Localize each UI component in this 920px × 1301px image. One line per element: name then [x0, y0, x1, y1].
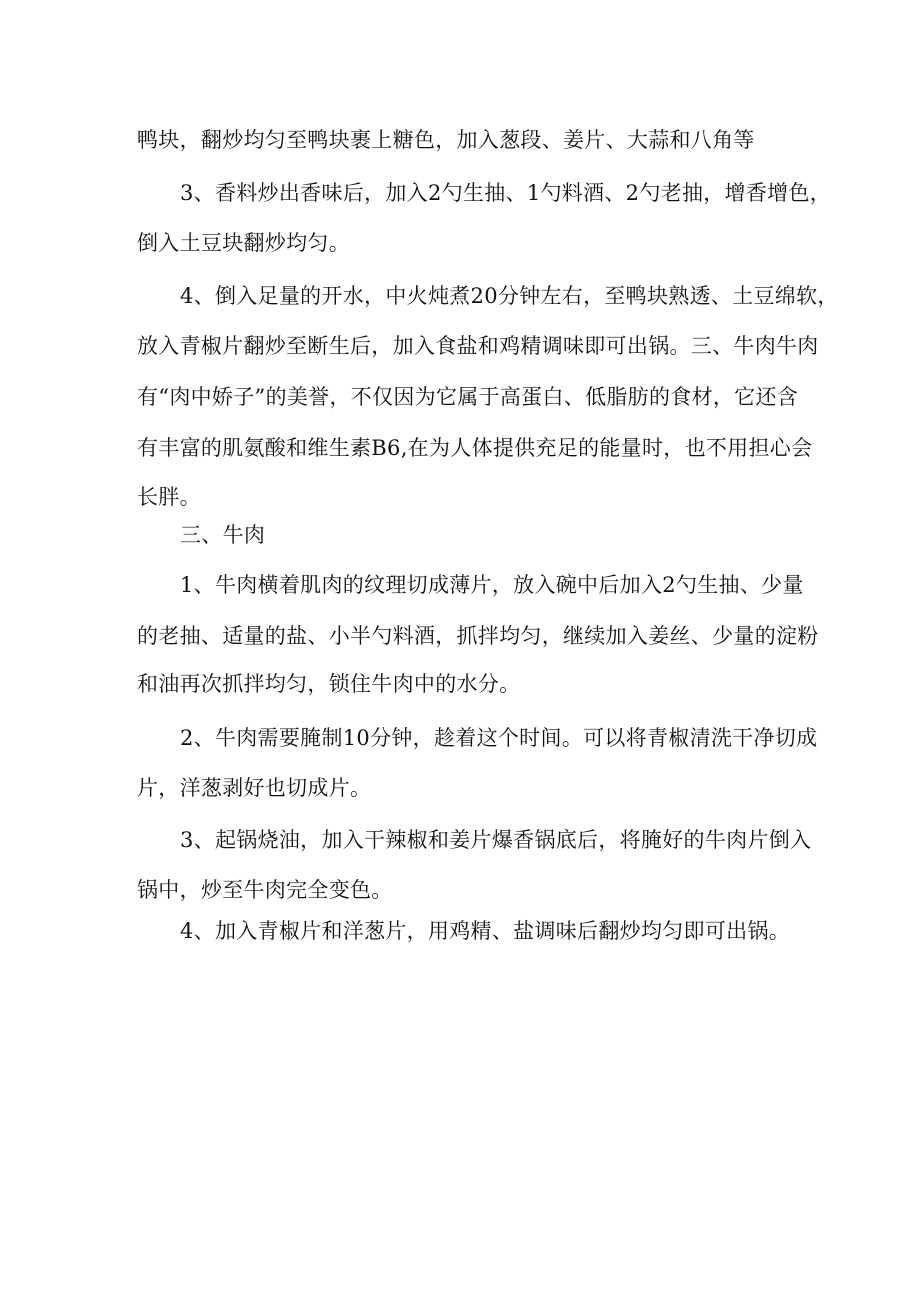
text-line: 有“肉中娇子”的美誉，不仅因为它属于高蛋白、低脂肪的食材，它还含	[137, 385, 799, 409]
step-4-beef: 4、加入青椒片和洋葱片，用鸡精、盐调味后翻炒均匀即可出锅。	[180, 919, 791, 943]
step-1-beef: 1、牛肉横着肌肉的纹理切成薄片，放入碗中后加入2勺生抽、少量	[180, 573, 804, 597]
step-4-duck: 4、倒入足量的开水，中火炖煮20分钟左右，至鸭块熟透、土豆绵软，	[180, 284, 839, 308]
text-line: 和油再次抓拌均匀，锁住牛肉中的水分。	[137, 672, 521, 696]
step-2-beef: 2、牛肉需要腌制10分钟，趁着这个时间。可以将青椒清洗干净切成	[180, 726, 818, 750]
text-line: 放入青椒片翻炒至断生后，加入食盐和鸡精调味即可出锅。三、牛肉牛肉	[137, 334, 819, 358]
text-line: 片，洋葱剥好也切成片。	[137, 776, 372, 800]
text-line: 锅中，炒至牛肉完全变色。	[137, 878, 393, 902]
section-heading-beef: 三、牛肉	[180, 523, 266, 547]
text-line: 有丰富的肌氨酸和维生素B6,在为人体提供充足的能量时，也不用担心会	[137, 436, 813, 460]
step-3-duck: 3、香料炒出香味后，加入2勺生抽、1勺料酒、2勺老抽，增香增色，	[180, 181, 832, 205]
text-line: 长胖。	[137, 485, 201, 509]
text-line: 的老抽、适量的盐、小半勺料酒，抓拌均匀，继续加入姜丝、少量的淀粉	[137, 624, 819, 648]
step-3-beef: 3、起锅烧油，加入干辣椒和姜片爆香锅底后，将腌好的牛肉片倒入	[180, 828, 812, 852]
text-line: 倒入土豆块翻炒均匀。	[137, 231, 350, 255]
text-line: 鸭块，翻炒均匀至鸭块裹上糖色，加入葱段、姜片、大蒜和八角等	[137, 128, 755, 152]
